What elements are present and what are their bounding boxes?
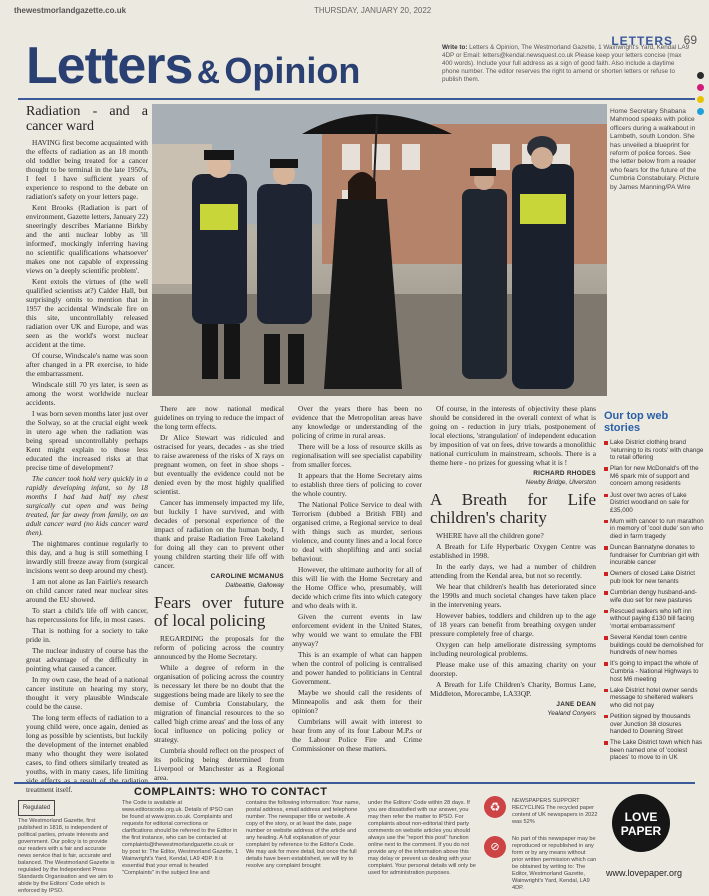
letter3-signature <box>430 700 596 718</box>
header-rule <box>18 98 695 100</box>
color-mark-black <box>697 72 704 79</box>
photo-illustration <box>152 104 607 396</box>
letter1-para: The nuclear industry of course has the great advantage of the difficulty in pointing what caused a cancer. <box>26 646 148 673</box>
letter3-para: WHERE have all the children gone? <box>436 531 544 540</box>
letter2-para: REGARDING the proposals for the reform of policing across the country announced by the Home Secretary. <box>154 634 284 661</box>
letter3-author: JANE DEAN <box>556 701 596 708</box>
letter1-signature <box>154 572 284 590</box>
page-number: 69 <box>683 33 697 47</box>
letter3-location: Yealand Conyers <box>547 710 596 717</box>
letter2-para: Cumbria should reflect on the prospect of its policing being determined from Liverpool or Manchester as a Regional area. <box>154 746 284 782</box>
letter2-para: Cumbrians will await with interest to hear from any of its four Labour M.P.s or the Labour Police Fire and Crime Commissioner on these matters. <box>292 717 422 753</box>
write-to-label: Write to: <box>442 44 468 51</box>
news-photo <box>152 104 607 396</box>
top-stories-list <box>604 439 704 762</box>
letter2-para: While a degree of reform in the organisation of policing across the country is necessary let there be no doubt that the suggestions being made are likely to see the demise of Cumbria Constabulary, the migration of financial resources to the so called 'high crime areas' and the loss of any local influence on policing policy or strategy. <box>154 663 284 744</box>
letter1-para: Cancer has immensely impacted my life, but luckily I have survived, and with decades of personal experience of the impact of radiation on the human body, I thank and praise Radiation Free Lakeland for doing all they can to prevent other young children starting their life off with cancer. <box>154 498 284 570</box>
story-item: Lake District clothing brand 'returning to its roots' with change to retail offering <box>604 439 704 462</box>
letter1-para: The long term effects of radiation to a young child were, once again, denied as long as possible by scientists, but luckily the development of the internet enabled many who thought they were isolated cases, to find others similarly treated as youths, with in many cases, life limiting side effects as a result of the radiation treatment itself. <box>26 713 148 794</box>
footer-col-1: The Westmorland Gazette, first published in 1818, is independent of political parties, private interests and government. Our policy is to provide our readers with a fair and accurate news service that is fair, accurate and balanced. The Westmorland Gazette is regulated by the Independent Press Standards Organisation and we aim to abide by the Editors' Code which is enforced by IPSO. <box>18 818 115 894</box>
letter1-para: Kent Brooks (Radiation is part of environment, Gazette letters, January 22) sneeringly describes Marianne Birkby and the anti nuclear lobby as 'ill informed', mockingly inferring having no scientific qualifications whatsoever' makes one not capable of expressing views on 'a deeply scientific problem'. <box>26 203 148 275</box>
letter1-location: Dalbeattie, Galloway <box>225 582 284 589</box>
letter2-headline: Fears over future of local policing <box>154 593 284 630</box>
letter2-para: The National Police Service to deal with Terrorism (dubbed a British FBI) and organised crime, a Regional service to deal with things such as murder, serious violence, and county lines and a local force to deal with shoplifting and anti social behaviour. <box>292 500 422 563</box>
letter3-headline: A Breath for Life children's charity <box>430 490 596 527</box>
love-paper-line2: PAPER <box>620 824 662 838</box>
recycle-icon: ♻ <box>484 796 506 818</box>
story-item: It's going to impact the whole of Cumbria - National Highways to host M6 meeting <box>604 660 704 683</box>
letter1-para: Of course, Windscale's name was soon after changed in a PR exercise, to hide the embarrassment. <box>26 351 148 378</box>
letter2-para: This is an example of what can happen when the control of policing is centralised and power handed to politicians in Central Government. <box>292 650 422 686</box>
love-paper-line1: LOVE <box>624 810 658 824</box>
section-tag: LETTERS <box>611 34 673 48</box>
letter1-para: That is nothing for a society to take pride in. <box>26 626 148 644</box>
footer-col-2: The Code is available at www.editorscode.org.uk. Details of IPSO can be found at www.ipso.co.uk. Complaints and requests for editorial corrections or clarifications should be referred to the Editor in the first instance, who can be contacted at complaints@thewestmorlandgazette.co.uk or by post to: The Editor, Westmorland Gazette, 1 Wainwright's Yard, Kendal, LA9 4DP. It is essential that your email is headed "Complaints" in the subject line and <box>122 800 239 876</box>
letter3-para: In the early days, we had a number of children attending from the Kendal area, but not so recently. <box>430 562 596 580</box>
letter2-signature <box>430 469 596 487</box>
letter1-author: CAROLINE MCMANUS <box>210 573 284 580</box>
color-mark-magenta <box>697 84 704 91</box>
story-item: Plan for new McDonald's off the M6 spark mix of support and concern among residents <box>604 465 704 488</box>
letter2-para: However, the ultimate authority for all of this will lie with the Home Secretary and the Home Office who, presumably, will decide which crime fits into which category and who deals with it. <box>292 565 422 610</box>
letter2-para: Maybe we should call the residents of Minneapolis and ask them for their opinion? <box>292 688 422 715</box>
letter2-para: Over the years there has been no evidence that the Metropolitan areas have any knowledge or understanding of the policing of crime in rural areas. <box>292 404 422 440</box>
letter1-para: The cancer took hold very quickly in a rapidly developing infant, so by 18 months I had had half my chest surgically cut open and was being treated, far far away from family, on an adult cancer ward (no kids cancer ward then). <box>26 474 148 537</box>
page-top-bar <box>14 4 697 18</box>
letter1-para: In my own case, the head of a national cancer institute on hearing my story, thought it very plausible Windscale could be the cause. <box>26 675 148 711</box>
letter3-para: A Breath for Life Children's Charity, Bornus Lane, Middleton, Morecambe, LA33QP. <box>430 680 596 698</box>
letter1-para: HAVING first become acquainted with the effects of radiation as an 18 month old toddler being treated for a cancer thought to be terminal in the late 1950's, I feel I have sufficient years of experience to respond to the debate on radiation's safety on your letters page. <box>26 138 148 201</box>
story-item: Lake District hotel owner sends message to sheltered walkers who did not pay <box>604 687 704 710</box>
column-2 <box>154 404 284 780</box>
section-masthead <box>26 36 360 96</box>
top-web-stories <box>604 410 704 765</box>
no-reproduction-icon: ⊘ <box>484 836 506 858</box>
write-to-text: Letters & Opinion, The Westmorland Gazette, 1 Wainwright's Yard, Kendal LA9 4DP or Email: letters@kendal.newsquest.co.uk Please keep your letters concise (max 400 words). Include your full address as a sign of good faith. Also include a daytime phone number. The editor reserves the right to amend or shorten letters or refuse to publish them. <box>442 44 690 83</box>
letter3-para: We hear that children's health has deteriorated since the 1990s and much societal changes have taken place in the intervening years. <box>430 582 596 609</box>
letter1-para: There are now national medical guidelines on trying to reduce the impact of the long term effects. <box>154 404 284 431</box>
letter2-para: Given the current events in law enforcement evident in the United States, why would we want to emulate the FBI anyway? <box>292 612 422 648</box>
top-stories-heading: Our top web stories <box>604 410 669 434</box>
letter1-para: To start a child's life off with cancer, has repercussions for life, in most cases. <box>26 606 148 624</box>
masthead-opinion: Opinion <box>224 50 361 91</box>
letter1-para: I was born seven months later just over the Solway, so at the crucial eight week in utero age when the radiation was being spread uncontrollably perhaps Kent might explain to those less educated the increased risks at that precise time of development? <box>26 409 148 472</box>
column-3 <box>292 404 422 780</box>
issue-date: THURSDAY, JANUARY 20, 2022 <box>314 6 432 15</box>
letter1-para: The nightmares continue regularly to this day, and a hug is still something I inwardly still freeze away from (surgical incisions went so deep around my chest). <box>26 539 148 575</box>
letter2-author: RICHARD RHODES <box>533 470 596 477</box>
footer-col-3: contains the following information: Your name, postal address, email address and telephone number. The newspaper title or website. A copy of the story, or at least the date, page number or website address of the article and any heading. A full explanation of your complaint by reference to the Editor's Code. We may ask for more detail, but once the full details have been established, we will try to resolve any complaint brought <box>246 800 361 869</box>
letter3-para: Oxygen can help ameliorate distressing symptoms including neurological problems. <box>430 640 596 658</box>
letter3-para: However babies, toddlers and children up to the age of 18 years can benefit from breathing oxygen under pressure completely free of charge. <box>430 611 596 638</box>
letter1-para: I am not alone as Ian Fairlie's research on child cancer rated near nuclear sites around the EU showed. <box>26 577 148 604</box>
letter1-headline: Radiation - and a cancer ward <box>26 104 148 134</box>
love-paper-url: www.lovepaper.org <box>606 868 683 878</box>
masthead-amp: & <box>196 54 220 90</box>
letter3-para: Please make use of this amazing charity on your doorstep. <box>430 660 596 678</box>
story-item: Cumbrian dengy husband-and-wife duo set for new pastures <box>604 589 704 604</box>
letter2-para: There will be a loss of resource skills as regionalisation will see specialist capability from smaller forces. <box>292 442 422 469</box>
story-item: Mum with cancer to run marathon in memory of 'cool dude' son who died in farm tragedy <box>604 518 704 541</box>
story-item: Petition signed by thousands over Junction 38 closures handed to Downing Street <box>604 713 704 736</box>
letter1-para: Dr Alice Stewart was ridiculed and ostracised for years, decades - as she tried to raise awareness of the risks of X rays on pregnant women, on feet in shoe shops - but eventually the evidence could not be denied even by the most highly qualified scientist. <box>154 433 284 496</box>
letter2-para: Of course, in the interests of objectivity these plans should be considered in the overall context of what is going on - reduction in jury trials, postponement of local elections, 'strangulation' of independent education by imposition of vat on fees, drive towards a monolithic national curriculum in mainstream, schools. There is a theme here - no prizes for guessing what it is ! <box>430 404 596 467</box>
column-1 <box>26 104 148 794</box>
letter2-location: Newby Bridge, Ulverston <box>525 479 596 486</box>
footer-copyright-note: No part of this newspaper may be reproduced or republished in any form or by any means without prior written permission which can be obtained by writing to: The Editor, Westmorland Gazette, Wainwright's Yard, Kendal, LA9 4DP. <box>512 836 597 891</box>
story-item: Several Kendal town centre buildings could be demolished for hundreds of new homes <box>604 634 704 657</box>
story-item: Duncan Bannatyne donates to fundraiser for Cumbrian girl with incurable cancer <box>604 544 704 567</box>
letter1-para: Kent extols the virtues of (the well qualified scientists at?) Calder Hall, but surprisingly omits to mention that in 1957 the accidental Windscale fire on this site, uncontrollably released radiation over UK and Europe, and was seen as the world's worst nuclear accident at the time. <box>26 277 148 349</box>
letter3-para: A Breath for Life Hyperbaric Oxygen Centre was established in 1998. <box>430 542 596 560</box>
letter2-para: It appears that the Home Secretary aims to establish three tiers of policing to cover the whole country. <box>292 471 422 498</box>
love-paper-logo <box>612 794 670 852</box>
color-mark-yellow <box>697 96 704 103</box>
story-item: The Lake District town which has been named one of 'coolest places' to move to in UK <box>604 739 704 762</box>
footer-col-4: under the Editors' Code within 28 days. If you are dissatisfied with our answer, you may then refer the matter to IPSO. For complaints about non-editorial third party comments on website articles you should always use the "report this post" function online next to the comment. If you do not provide any of the information above this may delay or prevent us dealing with your complaint. Your personal details will only be used for administration purposes. <box>368 800 476 876</box>
letter1-para: Windscale still 70 yrs later, is seen as among the worst worldwide nuclear accidents. <box>26 380 148 407</box>
complaints-heading: COMPLAINTS: WHO TO CONTACT <box>134 786 328 798</box>
ipso-regulated-badge: Regulated <box>18 800 55 816</box>
write-to-box <box>442 44 692 84</box>
masthead-letters: Letters <box>26 37 193 95</box>
footer-recycling-note: NEWSPAPERS SUPPORT RECYCLING The recycled paper content of UK newspapers in 2022 was 52% <box>512 798 598 825</box>
photo-caption: Home Secretary Shabana Mahmood speaks with police officers during a walkabout in Lambeth, south London. She has unveiled a blueprint for reform of police forces. See the letter below from a reader who fears for the future of the Cumbria Constabulary. Picture by James Manning/PA Wire <box>610 108 700 191</box>
story-item: Just over two acres of Lake District woodland on sale for £35,000 <box>604 492 704 515</box>
story-item: Owners of closed Lake District pub look for new tenants <box>604 570 704 585</box>
story-item: Rescued walkers who left inn without paying £130 bill facing 'mortal embarrassment' <box>604 608 704 631</box>
column-4 <box>430 404 596 780</box>
site-url: thewestmorlandgazette.co.uk <box>14 6 127 15</box>
